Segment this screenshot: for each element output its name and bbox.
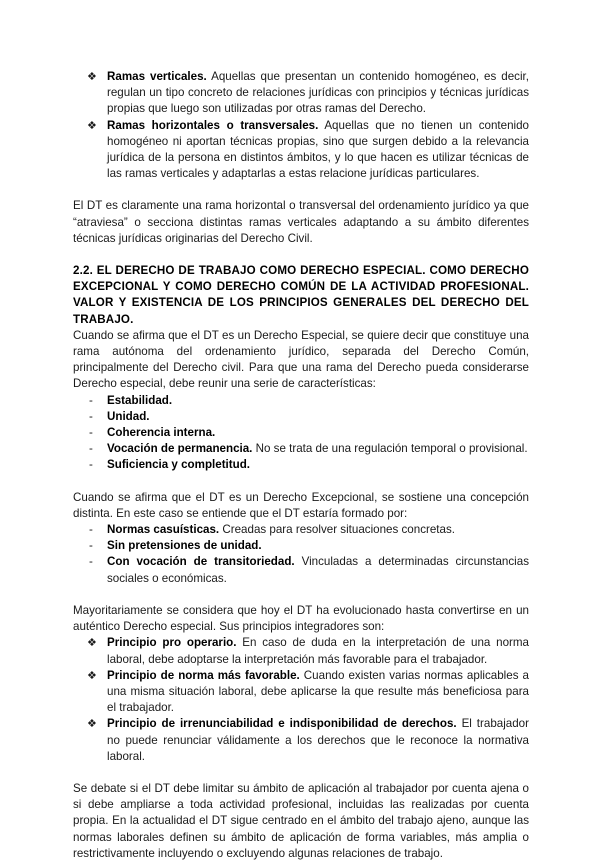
bullet-text: Aquellas que no tienen un contenido homogéneo ni aportan técnicas propias, sino que surgen debido a la relevancia jurídica de la persona en distintos ámbitos, y lo que hacen es utilizar técnicas de las ramas verticales y adaptarlas a estas relacione jurídicas particulares. (107, 118, 529, 181)
item-text: Vinculadas a determinadas circunstancias sociales o económicas. (107, 555, 529, 585)
paragraph-mayoritariamente: Mayoritariamente se considera que hoy el DT ha evolucionado hasta convertirse en un auténtico Derecho especial. Sus principios integradores son: (73, 603, 529, 634)
item-text: No se trata de una regulación temporal o provisional. (252, 442, 528, 456)
item-term: Normas casuísticas. (107, 523, 220, 537)
list-item (73, 118, 529, 183)
item-term: Vocación de permanencia. (107, 442, 253, 456)
diamond-bullet-icon: ❖ (87, 71, 97, 83)
dash-bullet-icon: - (89, 555, 93, 569)
item-term: Principio pro operario. (107, 636, 237, 650)
item-term: Coherencia interna. (107, 426, 216, 440)
list-item (73, 441, 529, 457)
diamond-bullet-icon: ❖ (87, 669, 97, 682)
dash-bullet-icon: - (89, 442, 93, 456)
paragraph-derecho-excepcional: Cuando se afirma que el DT es un Derecho Excepcional, se sostiene una concepción distinta. En este caso se entiende que el DT estaría formado por: (73, 490, 529, 520)
item-term: Con vocación de transitoriedad. (107, 555, 295, 569)
dash-bullet-icon: - (89, 393, 93, 407)
list-item (73, 69, 529, 118)
item-term: Principio de norma más favorable. (107, 668, 300, 682)
list-item (73, 668, 529, 717)
list-item (73, 425, 529, 441)
dash-bullet-icon: - (89, 409, 93, 423)
item-text: Cuando existen varias normas aplicables a una misma situación laboral, debe aplicarse la que resulte más beneficiosa para el trabajador. (107, 668, 529, 715)
excepcional-list (73, 522, 529, 587)
paragraph-derecho-especial: Cuando se afirma que el DT es un Derecho Especial, se quiere decir que constituye una rama autónoma del ordenamiento jurídico, separada del Derecho Común, principalmente del Derecho civil. Para que una rama del Derecho pueda considerarse Derecho especial, debe reunir una serie de características: (73, 328, 529, 391)
bullet-text: Aquellas que presentan un contenido homogéneo, es decir, regulan un tipo concreto de relaciones jurídicas con principios y técnicas jurídicas propias que luego son utilizadas por otras ramas del Derecho. (107, 70, 529, 116)
item-term: Suficiencia y completitud. (107, 458, 251, 472)
item-text: Creadas para resolver situaciones concretas. (219, 523, 455, 537)
diamond-bullet-icon: ❖ (87, 637, 97, 650)
list-item (73, 409, 529, 425)
item-text: El trabajador no puede renunciar válidamente a los derechos que le reconoce la normativa laboral. (107, 717, 529, 763)
list-item (73, 393, 529, 409)
list-item (73, 716, 529, 765)
caracteristicas-list (73, 393, 529, 474)
top-bullet-list (73, 69, 529, 182)
item-term: Unidad. (107, 409, 150, 423)
paragraph-dt-horizontal: El DT es claramente una rama horizontal o transversal del ordenamiento jurídico ya que “atraviesa” o secciona distintas ramas verticales adaptando a su ámbito diferentes técnicas jurídicas originarias del Derecho Civil. (73, 199, 529, 245)
list-item (73, 554, 529, 586)
list-item (73, 538, 529, 554)
list-item (73, 635, 529, 667)
dash-bullet-icon: - (89, 539, 93, 553)
principios-list (73, 635, 529, 765)
diamond-bullet-icon: ❖ (87, 718, 97, 731)
list-item (73, 522, 529, 538)
section-heading: 2.2. EL DERECHO DE TRABAJO COMO DERECHO ESPECIAL. COMO DERECHO EXCEPCIONAL Y COMO DERECHO COMÚN DE LA ACTIVIDAD PROFESIONAL. VALOR Y EXISTENCIA DE LOS PRINCIPIOS GENERALES DEL DERECHO DEL TRABAJO. (73, 264, 529, 326)
dash-bullet-icon: - (89, 523, 93, 537)
diamond-bullet-icon: ❖ (87, 119, 97, 132)
paragraph-final: Se debate si el DT debe limitar su ámbito de aplicación al trabajador por cuenta ajena o si debe ampliarse a toda actividad profesional, incluidas las realizadas por cuenta propia. En la actualidad el DT sigue centrado en el ámbito del trabajo ajeno, aunque las normas laborales definen su ámbito de aplicación de forma variables, más amplia o restrictivamente incluyendo o excluyendo algunas relaciones de trabajo. (73, 781, 529, 860)
list-item (73, 457, 529, 473)
bullet-term: Ramas horizontales o transversales. (107, 118, 319, 132)
document-page (73, 69, 529, 862)
bullet-term: Ramas verticales. (107, 70, 207, 83)
item-term: Sin pretensiones de unidad. (107, 539, 262, 553)
dash-bullet-icon: - (89, 426, 93, 440)
item-text: En caso de duda en la interpretación de una norma laboral, debe adoptarse la interpretación más favorable para el trabajador. (107, 636, 529, 666)
item-term: Estabilidad. (107, 393, 173, 407)
dash-bullet-icon: - (89, 458, 93, 472)
item-term: Principio de irrenunciabilidad e indisponibilidad de derechos. (107, 717, 457, 731)
